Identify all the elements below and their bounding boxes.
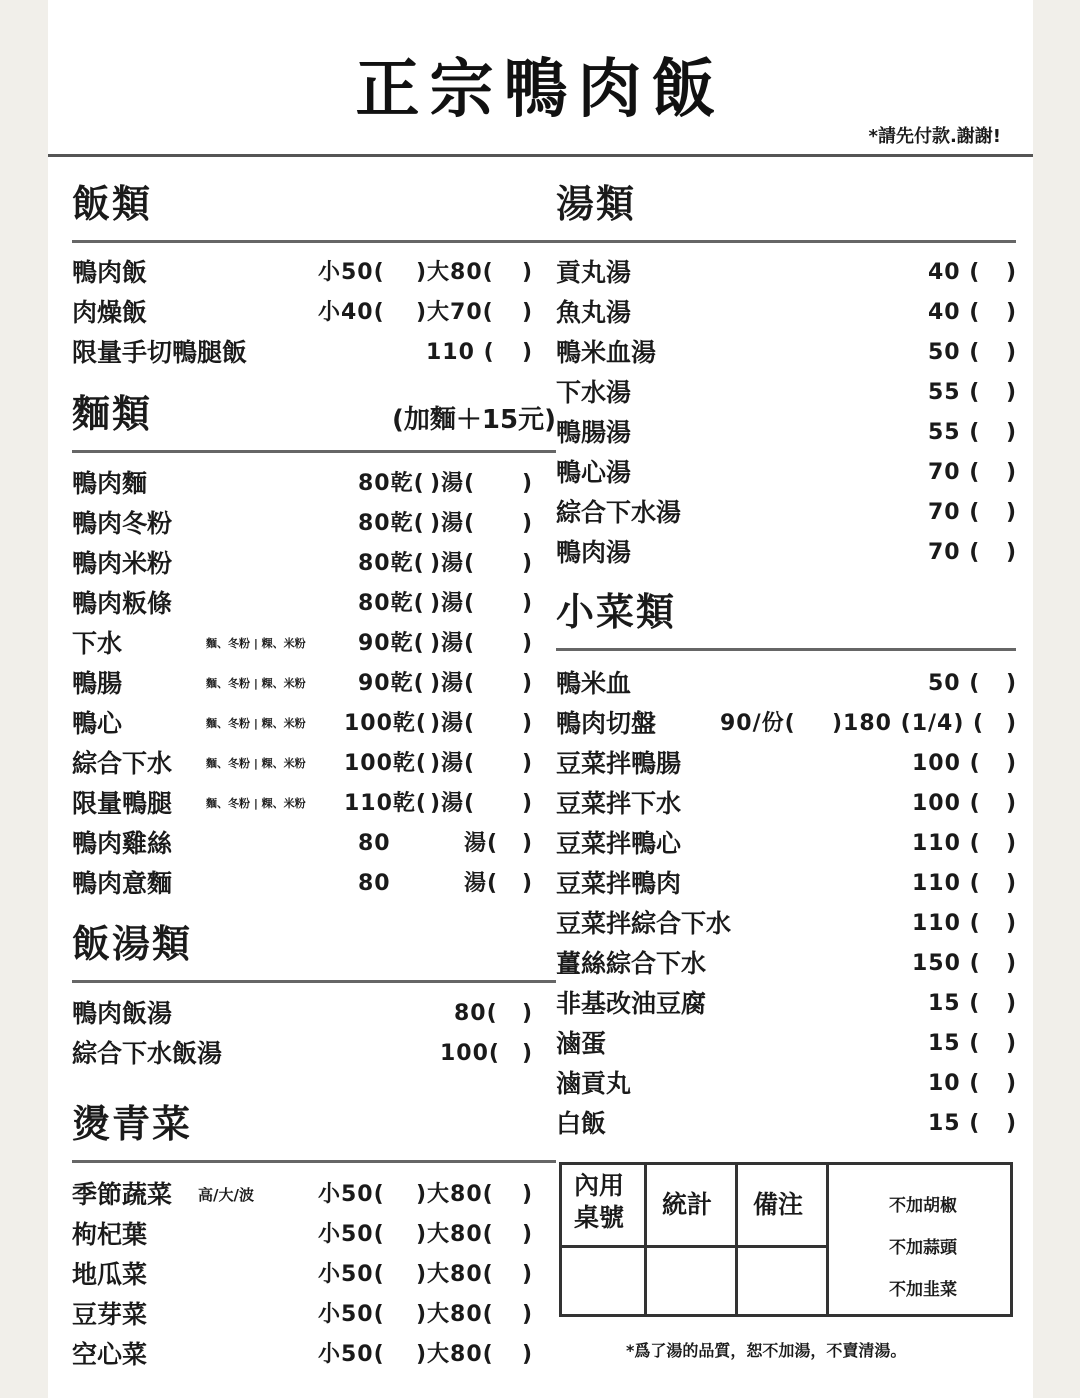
checkbox-close: )	[522, 591, 534, 616]
checkbox-close: )	[522, 631, 534, 656]
item-name: 滷蛋	[556, 1029, 607, 1058]
dry-price: 100乾(	[344, 711, 427, 736]
noodle-section-header	[72, 390, 556, 453]
small-price: 小50(	[318, 1302, 385, 1327]
menu-item[interactable]	[556, 415, 1016, 451]
table-number-label-line2: 桌號	[574, 1203, 625, 1232]
menu-item[interactable]	[556, 1066, 1016, 1102]
soup-price: )湯(	[430, 711, 476, 736]
menu-item[interactable]	[72, 1337, 556, 1373]
menu-item[interactable]	[556, 866, 1016, 902]
soup-price: 湯(	[464, 831, 499, 856]
menu-item[interactable]	[72, 666, 556, 702]
page-title: 正宗鴨肉飯	[355, 52, 726, 127]
menu-item[interactable]	[556, 495, 1016, 531]
item-name: 鴨米血	[556, 669, 632, 698]
item-price: 55 (	[928, 380, 981, 405]
menu-item[interactable]	[72, 1297, 556, 1333]
menu-item[interactable]	[556, 455, 1016, 491]
item-name: 綜合下水湯	[556, 498, 682, 527]
item-name: 下水湯	[556, 378, 632, 407]
item-name: 空心菜	[72, 1340, 148, 1369]
checkbox-close: )	[1006, 540, 1018, 565]
item-price: 110 (	[912, 871, 981, 896]
soup-price: )湯(	[430, 551, 476, 576]
soup-price: )湯(	[430, 511, 476, 536]
soup-price: )湯(	[430, 751, 476, 776]
item-price: 55 (	[928, 420, 981, 445]
dry-price: 80乾(	[358, 471, 425, 496]
remark-label: 備注	[753, 1190, 804, 1219]
menu-item[interactable]	[72, 295, 556, 331]
payment-notice: *請先付款.謝謝!	[868, 126, 1001, 147]
section-title: 湯類	[556, 182, 637, 226]
section-title: 飯湯類	[72, 922, 193, 966]
item-price: 100 (	[912, 791, 981, 816]
dry-price: 80	[358, 871, 391, 896]
checkbox-close: )	[522, 340, 534, 365]
menu-item[interactable]	[72, 826, 556, 862]
large-price: )大80(	[416, 1182, 494, 1207]
checkbox-close: )	[1006, 831, 1018, 856]
noodle-type-note: 麵、冬粉 | 粿、米粉	[206, 757, 306, 770]
noodle-type-note: 麵、冬粉 | 粿、米粉	[206, 677, 306, 690]
checkbox-close: )	[522, 1182, 534, 1207]
checkbox-close: )	[522, 791, 534, 816]
menu-item[interactable]	[72, 786, 556, 822]
menu-item[interactable]	[72, 255, 556, 291]
checkbox-close: )	[1006, 500, 1018, 525]
menu-item[interactable]	[556, 375, 1016, 411]
item-price: 100(	[440, 1041, 500, 1066]
item-name: 魚丸湯	[556, 298, 632, 327]
item-price: 150 (	[912, 951, 981, 976]
menu-item[interactable]	[556, 746, 1016, 782]
item-name: 季節蔬菜	[72, 1180, 173, 1209]
item-name: 鴨心	[72, 709, 123, 738]
item-price: 40 (	[928, 260, 981, 285]
large-price: )大80(	[416, 1302, 494, 1327]
checkbox-close: )	[1006, 340, 1018, 365]
menu-item[interactable]	[556, 946, 1016, 982]
menu-item[interactable]	[72, 996, 556, 1032]
large-price: )大80(	[416, 1262, 494, 1287]
large-price: )大80(	[416, 1342, 494, 1367]
greens-section-header	[72, 1100, 556, 1163]
menu-item[interactable]	[72, 746, 556, 782]
item-price: 110 (	[426, 340, 495, 365]
item-name: 豆菜拌鴨心	[556, 829, 682, 858]
dry-price: 80乾(	[358, 591, 425, 616]
large-price: )大80(	[416, 260, 494, 285]
large-price: )大80(	[416, 1222, 494, 1247]
item-name: 鴨肉雞絲	[72, 829, 173, 858]
item-name: 肉燥飯	[72, 298, 148, 327]
menu-item[interactable]	[72, 466, 556, 502]
item-name: 綜合下水	[72, 749, 173, 778]
checkbox-close: )	[522, 711, 534, 736]
item-name: 鴨心湯	[556, 458, 632, 487]
item-price: 50 (	[928, 671, 981, 696]
menu-item[interactable]	[72, 866, 556, 902]
checkbox-close: )	[1006, 420, 1018, 445]
checkbox-close: )	[522, 1302, 534, 1327]
item-name: 豆菜拌鴨肉	[556, 869, 682, 898]
item-price: 70 (	[928, 500, 981, 525]
item-name: 鴨肉飯湯	[72, 999, 173, 1028]
item-name: 豆菜拌鴨腸	[556, 749, 682, 778]
dry-price: 100乾(	[344, 751, 427, 776]
checkbox-close: )	[1006, 300, 1018, 325]
soup-price: 湯(	[464, 871, 499, 896]
item-name: 鴨肉粄條	[72, 589, 173, 618]
item-price: 15 (	[928, 991, 981, 1016]
menu-item[interactable]	[72, 626, 556, 662]
menu-item[interactable]	[72, 1257, 556, 1293]
menu-item[interactable]	[72, 1217, 556, 1253]
soup-price: )湯(	[430, 671, 476, 696]
small-price: 小40(	[318, 300, 385, 325]
soup-price: )湯(	[430, 631, 476, 656]
item-price: 15 (	[928, 1111, 981, 1136]
no-garlic-option[interactable]: 不加蒜頭	[889, 1238, 957, 1258]
item-name: 限量鴨腿	[72, 789, 173, 818]
quarter-price: )180 (1/4) (	[832, 711, 985, 736]
extra-noodle-note: (加麵＋15元)	[392, 405, 556, 435]
item-name: 豆菜拌下水	[556, 789, 682, 818]
menu-item[interactable]	[556, 826, 1016, 862]
item-name: 鴨肉麵	[72, 469, 148, 498]
checkbox-close: )	[1006, 711, 1018, 736]
checkbox-close: )	[1006, 1071, 1018, 1096]
checkbox-close: )	[522, 671, 534, 696]
item-name: 限量手切鴨腿飯	[72, 338, 248, 367]
checkbox-close: )	[1006, 671, 1018, 696]
checkbox-close: )	[522, 511, 534, 536]
checkbox-close: )	[1006, 260, 1018, 285]
item-name: 綜合下水飯湯	[72, 1039, 223, 1068]
menu-item[interactable]	[72, 1036, 556, 1072]
item-name: 滷貢丸	[556, 1069, 632, 1098]
soup-policy-footnote: *爲了湯的品質，恕不加湯，不賣清湯。	[626, 1341, 907, 1360]
dry-price: 90乾(	[358, 671, 425, 696]
menu-sheet	[48, 0, 1033, 1398]
noodle-type-note: 麵、冬粉 | 粿、米粉	[206, 637, 306, 650]
item-name: 地瓜菜	[72, 1260, 148, 1289]
menu-item[interactable]	[556, 535, 1016, 571]
soup-section-header	[556, 180, 1016, 243]
item-price: 70 (	[928, 460, 981, 485]
menu-item[interactable]	[556, 1026, 1016, 1062]
checkbox-close: )	[522, 1262, 534, 1287]
rice-soup-section-header	[72, 920, 556, 983]
checkbox-close: )	[1006, 951, 1018, 976]
order-table	[559, 1162, 1013, 1317]
checkbox-close: )	[522, 1222, 534, 1247]
sides-section-header	[556, 588, 1016, 651]
item-name: 豆芽菜	[72, 1300, 148, 1329]
checkbox-close: )	[1006, 1111, 1018, 1136]
item-name: 下水	[72, 629, 123, 658]
item-price: 50 (	[928, 340, 981, 365]
item-name: 鴨肉意麵	[72, 869, 173, 898]
checkbox-close: )	[1006, 1031, 1018, 1056]
checkbox-close: )	[522, 471, 534, 496]
no-chives-option[interactable]: 不加韭菜	[889, 1280, 957, 1300]
checkbox-close: )	[522, 1001, 534, 1026]
menu-item[interactable]	[556, 1106, 1016, 1142]
item-name: 鴨肉冬粉	[72, 509, 173, 538]
total-label: 統計	[662, 1190, 713, 1219]
menu-item[interactable]	[556, 706, 1016, 742]
menu-item[interactable]	[72, 706, 556, 742]
dry-price: 90乾(	[358, 631, 425, 656]
item-name: 枸杞葉	[72, 1220, 148, 1249]
dry-price: 80乾(	[358, 551, 425, 576]
small-price: 小50(	[318, 1222, 385, 1247]
menu-item[interactable]	[556, 786, 1016, 822]
item-name: 鴨肉米粉	[72, 549, 173, 578]
checkbox-close: )	[522, 831, 534, 856]
item-name: 鴨肉切盤	[556, 709, 657, 738]
menu-item[interactable]	[72, 546, 556, 582]
checkbox-close: )	[522, 1041, 534, 1066]
table-divider	[644, 1165, 647, 1314]
checkbox-close: )	[1006, 791, 1018, 816]
item-name: 鴨肉湯	[556, 538, 632, 567]
soup-price: )湯(	[430, 471, 476, 496]
table-number-label-line1: 內用	[574, 1171, 625, 1200]
menu-item[interactable]	[72, 1177, 556, 1213]
menu-item[interactable]	[556, 666, 1016, 702]
noodle-type-note: 麵、冬粉 | 粿、米粉	[206, 797, 306, 810]
item-name: 豆菜拌綜合下水	[556, 909, 732, 938]
checkbox-close: )	[1006, 991, 1018, 1016]
item-name: 鴨肉飯	[72, 258, 148, 287]
small-price: 小50(	[318, 1262, 385, 1287]
item-price: 10 (	[928, 1071, 981, 1096]
header-divider	[48, 154, 1033, 157]
checkbox-close: )	[522, 551, 534, 576]
item-price: 80(	[454, 1001, 498, 1026]
menu-item[interactable]	[556, 335, 1016, 371]
variety-note: 高/大/波	[198, 1186, 254, 1204]
menu-item[interactable]	[72, 586, 556, 622]
item-price: 110 (	[912, 911, 981, 936]
checkbox-close: )	[1006, 751, 1018, 776]
item-name: 貢丸湯	[556, 258, 632, 287]
noodle-type-note: 麵、冬粉 | 粿、米粉	[206, 717, 306, 730]
item-name: 非基改油豆腐	[556, 989, 707, 1018]
item-name: 鴨腸	[72, 669, 123, 698]
small-price: 小50(	[318, 1182, 385, 1207]
item-name: 薑絲綜合下水	[556, 949, 707, 978]
soup-price: )湯(	[430, 791, 476, 816]
section-title: 小菜類	[556, 590, 677, 634]
small-price: 小50(	[318, 260, 385, 285]
per-portion-price: 90/份(	[720, 711, 796, 736]
table-divider	[562, 1245, 826, 1248]
section-title: 飯類	[72, 182, 153, 226]
menu-item[interactable]	[556, 295, 1016, 331]
item-name: 鴨腸湯	[556, 418, 632, 447]
checkbox-close: )	[522, 1342, 534, 1367]
checkbox-close: )	[522, 871, 534, 896]
small-price: 小50(	[318, 1342, 385, 1367]
menu-item[interactable]	[556, 986, 1016, 1022]
dry-price: 80	[358, 831, 391, 856]
menu-item[interactable]	[556, 906, 1016, 942]
item-price: 100 (	[912, 751, 981, 776]
large-price: )大70(	[416, 300, 494, 325]
item-price: 40 (	[928, 300, 981, 325]
rice-section-header	[72, 180, 556, 243]
menu-item[interactable]	[72, 335, 556, 371]
checkbox-close: )	[522, 260, 534, 285]
no-pepper-option[interactable]: 不加胡椒	[889, 1196, 957, 1216]
checkbox-close: )	[1006, 871, 1018, 896]
table-divider	[826, 1165, 829, 1314]
item-price: 15 (	[928, 1031, 981, 1056]
item-price: 70 (	[928, 540, 981, 565]
item-price: 110 (	[912, 831, 981, 856]
section-title: 燙青菜	[72, 1102, 193, 1146]
item-name: 鴨米血湯	[556, 338, 657, 367]
soup-price: )湯(	[430, 591, 476, 616]
item-name: 白飯	[556, 1109, 607, 1138]
checkbox-close: )	[1006, 911, 1018, 936]
checkbox-close: )	[522, 751, 534, 776]
menu-item[interactable]	[556, 255, 1016, 291]
section-title: 麵類	[72, 392, 153, 436]
checkbox-close: )	[1006, 460, 1018, 485]
menu-item[interactable]	[72, 506, 556, 542]
checkbox-close: )	[1006, 380, 1018, 405]
checkbox-close: )	[522, 300, 534, 325]
dry-price: 80乾(	[358, 511, 425, 536]
table-divider	[735, 1165, 738, 1314]
dry-price: 110乾(	[344, 791, 427, 816]
